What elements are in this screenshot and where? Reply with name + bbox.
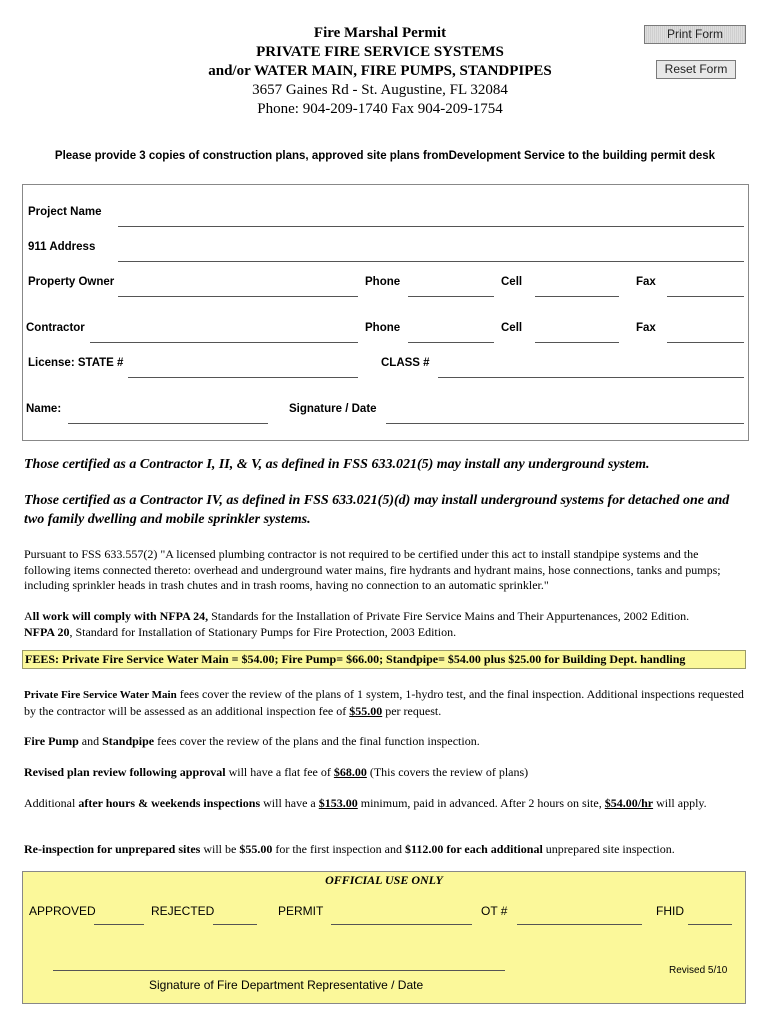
reinspection-paragraph: Re-inspection for unprepared sites will be $55.00 for the first inspection and $112.00 for each additional unprepared site inspection. bbox=[24, 842, 675, 856]
instruction-text: Please provide 3 copies of construction plans, approved site plans fromDevelopment Service to the building permit desk bbox=[54, 150, 716, 162]
contractor-iv-note: Those certified as a Contractor IV, as defined in FSS 633.021(5)(d) may install underground systems for detached one and two family dwelling and mobile sprinkler systems. bbox=[24, 493, 730, 527]
name-label: Name: bbox=[26, 403, 62, 415]
name-field[interactable] bbox=[68, 423, 268, 424]
license-state-label: License: STATE # bbox=[28, 357, 124, 369]
revised-plan-paragraph: Revised plan review following approval will have a flat fee of $68.00 (This covers the review of plans) bbox=[24, 765, 529, 779]
signature-date-label: Signature / Date bbox=[289, 403, 377, 415]
print-form-button[interactable]: Print Form bbox=[644, 25, 746, 44]
contractor-label: Contractor bbox=[26, 322, 85, 334]
owner-cell-field[interactable] bbox=[535, 296, 619, 297]
rejected-label: REJECTED bbox=[151, 904, 215, 918]
signature-date-field[interactable] bbox=[386, 423, 744, 424]
form-subtitle-1: PRIVATE FIRE SERVICE SYSTEMS bbox=[256, 44, 504, 60]
approved-field[interactable] bbox=[94, 924, 144, 925]
office-phone: Phone: 904-209-1740 Fax 904-209-1754 bbox=[257, 101, 503, 117]
approved-label: APPROVED bbox=[29, 904, 96, 918]
contractor-phone-field[interactable] bbox=[408, 342, 494, 343]
owner-fax-label: Fax bbox=[636, 276, 656, 288]
form-title: Fire Marshal Permit bbox=[313, 25, 447, 41]
permit-field[interactable] bbox=[331, 924, 472, 925]
after-hours-paragraph: Additional after hours & weekends inspections will have a $153.00 minimum, paid in advanced. After 2 hours on site, $54.00/hr will apply. bbox=[24, 796, 707, 810]
contractor-phone-label: Phone bbox=[365, 322, 401, 334]
ot-number-field[interactable] bbox=[517, 924, 642, 925]
contractor-fax-label: Fax bbox=[636, 322, 656, 334]
representative-signature-field[interactable] bbox=[53, 970, 505, 971]
fhid-label: FHID bbox=[656, 904, 684, 918]
water-main-fee-paragraph: Private Fire Service Water Main fees cover the review of the plans of 1 system, 1-hydro test, and the final inspection. Additional inspections requested by the contractor will be assessed as an additional inspection fee of $55.00 per request. bbox=[24, 687, 744, 718]
license-class-field[interactable] bbox=[438, 377, 744, 378]
contractor-i-ii-v-note: Those certified as a Contractor I, II, & V, as defined in FSS 633.021(5) may install any underground system. bbox=[24, 457, 650, 472]
contractor-fax-field[interactable] bbox=[667, 342, 744, 343]
owner-cell-label: Cell bbox=[501, 276, 523, 288]
header bbox=[180, 24, 580, 119]
property-owner-label: Property Owner bbox=[28, 276, 115, 288]
permit-label: PERMIT bbox=[278, 904, 324, 918]
fhid-field[interactable] bbox=[688, 924, 732, 925]
revision-label: Revised 5/10 bbox=[669, 965, 728, 976]
fees-bar: FEES: Private Fire Service Water Main = $54.00; Fire Pump= $66.00; Standpipe= $54.00 plus $25.00 for Building Dept. handling bbox=[22, 650, 746, 669]
owner-phone-label: Phone bbox=[365, 276, 401, 288]
contractor-field[interactable] bbox=[90, 342, 358, 343]
owner-phone-field[interactable] bbox=[408, 296, 494, 297]
project-name-label: Project Name bbox=[28, 206, 102, 218]
owner-fax-field[interactable] bbox=[667, 296, 744, 297]
office-address: 3657 Gaines Rd - St. Augustine, FL 32084 bbox=[252, 82, 508, 98]
contractor-cell-label: Cell bbox=[501, 322, 523, 334]
reset-form-button[interactable]: Reset Form bbox=[656, 60, 736, 79]
ot-number-label: OT # bbox=[481, 904, 508, 918]
pursuant-paragraph: Pursuant to FSS 633.557(2) "A licensed plumbing contractor is not required to be certified under this act to install standpipe systems and the following items connected thereto: overhead and underground water mains, fire hydrants and hydrant mains, hose connections, tanks and pumps; including sprinkler heads in trash chutes and in trash rooms, having no connection to an automatic sprinkler." bbox=[24, 547, 721, 592]
representative-signature-label: Signature of Fire Department Representative / Date bbox=[149, 978, 424, 992]
rejected-field[interactable] bbox=[213, 924, 257, 925]
property-owner-field[interactable] bbox=[118, 296, 358, 297]
project-name-field[interactable] bbox=[118, 226, 744, 227]
nfpa-paragraph: All work will comply with NFPA 24, Standards for the Installation of Private Fire Service Mains and Their Appurtenances, 2002 Edition. NFPA 20, Standard for Installation of Stationary Pumps for Fire Protection, 2003 Edition. bbox=[24, 609, 690, 639]
applicant-info-box bbox=[22, 184, 749, 441]
pump-standpipe-paragraph: Fire Pump and Standpipe fees cover the review of the plans and the final function inspection. bbox=[24, 734, 480, 748]
address-911-field[interactable] bbox=[118, 261, 744, 262]
form-subtitle-2: and/or WATER MAIN, FIRE PUMPS, STANDPIPES bbox=[208, 63, 552, 79]
address-911-label: 911 Address bbox=[28, 241, 96, 253]
license-state-field[interactable] bbox=[128, 377, 358, 378]
license-class-label: CLASS # bbox=[381, 357, 430, 369]
contractor-cell-field[interactable] bbox=[535, 342, 619, 343]
official-use-title: OFFICIAL USE ONLY bbox=[325, 873, 443, 887]
